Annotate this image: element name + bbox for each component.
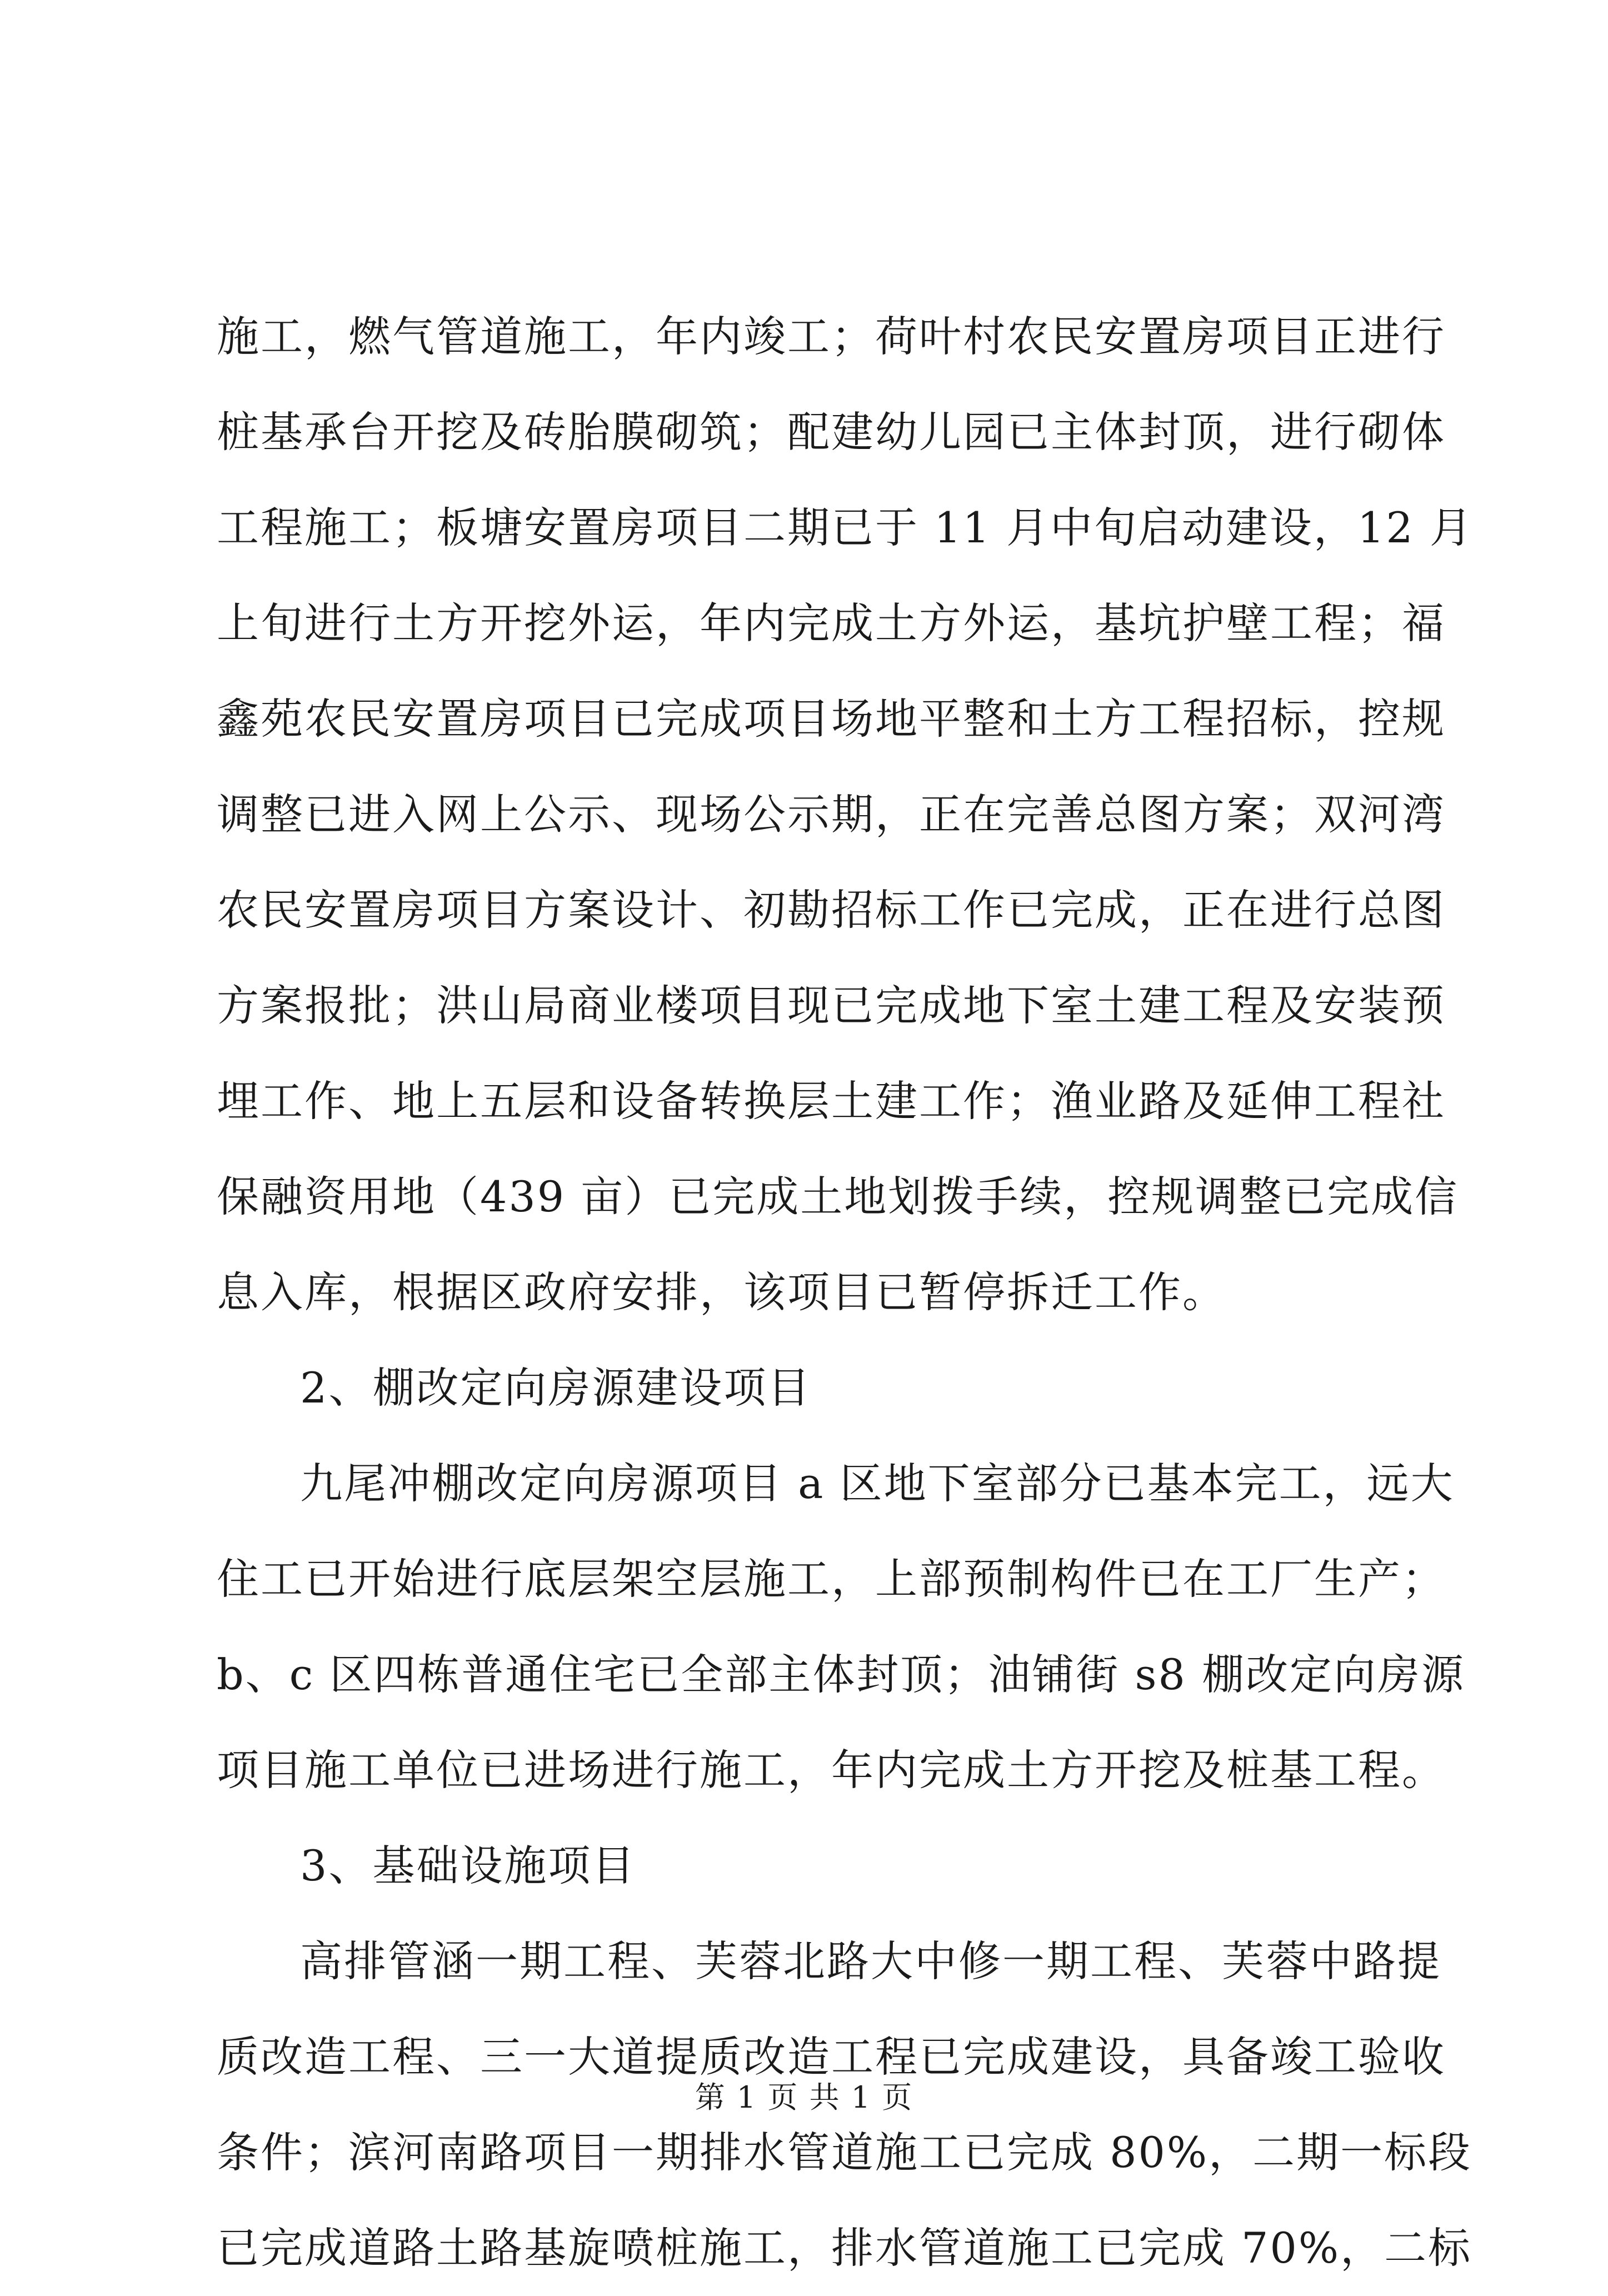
paragraph-line: 九尾冲棚改定向房源项目 a 区地下室部分已基本完工，远大 [300, 1459, 1455, 1508]
paragraph-line: 工程施工；板塘安置房项目二期已于 11 月中旬启动建设，12 月 [217, 503, 1474, 552]
paragraph-line: 保融资用地（439 亩）已完成土地划拨手续，控规调整已完成信 [217, 1172, 1459, 1221]
paragraph-line: 农民安置房项目方案设计、初勘招标工作已完成，正在进行总图 [217, 885, 1446, 935]
paragraph-line: 质改造工程、三一大道提质改造工程已完成建设，具备竣工验收 [217, 2032, 1446, 2082]
page-number-footer: 第 1 页 共 1 页 [695, 2080, 913, 2115]
paragraph-line: 已完成道路土路基旋喷桩施工，排水管道施工已完成 70%，二标 [217, 2223, 1472, 2273]
paragraph-line: 条件；滨河南路项目一期排水管道施工已完成 80%，二期一标段 [217, 2128, 1472, 2177]
paragraph-line: 项目施工单位已进场进行施工，年内完成土方开挖及桩基工程。 [217, 1745, 1446, 1795]
section-heading: 3、基础设施项目 [300, 1841, 636, 1890]
paragraph-line: b、c 区四栋普通住宅已全部主体封顶；油铺街 s8 棚改定向房源 [217, 1650, 1466, 1699]
paragraph-line: 高排管涵一期工程、芙蓉北路大中修一期工程、芙蓉中路提 [300, 1936, 1441, 1986]
paragraph-line: 方案报批；洪山局商业楼项目现已完成地下室土建工程及安装预 [217, 981, 1446, 1030]
paragraph-line: 鑫苑农民安置房项目已完成项目场地平整和土方工程招标，控规 [217, 694, 1446, 743]
paragraph-line: 调整已进入网上公示、现场公示期，正在完善总图方案；双河湾 [217, 790, 1446, 839]
paragraph-line: 住工已开始进行底层架空层施工，上部预制构件已在工厂生产； [217, 1554, 1446, 1604]
paragraph-line: 施工，燃气管道施工，年内竣工；荷叶村农民安置房项目正进行 [217, 312, 1446, 361]
paragraph-line: 埋工作、地上五层和设备转换层土建工作；渔业路及延伸工程社 [217, 1076, 1446, 1126]
section-heading: 2、棚改定向房源建设项目 [300, 1363, 812, 1412]
paragraph-line: 桩基承台开挖及砖胎膜砌筑；配建幼儿园已主体封顶，进行砌体 [217, 407, 1446, 457]
document-body [217, 289, 1474, 2296]
paragraph-line: 上旬进行土方开挖外运，年内完成土方外运，基坑护壁工程；福 [217, 598, 1446, 648]
paragraph-line: 息入库，根据区政府安排，该项目已暂停拆迁工作。 [217, 1267, 1226, 1317]
